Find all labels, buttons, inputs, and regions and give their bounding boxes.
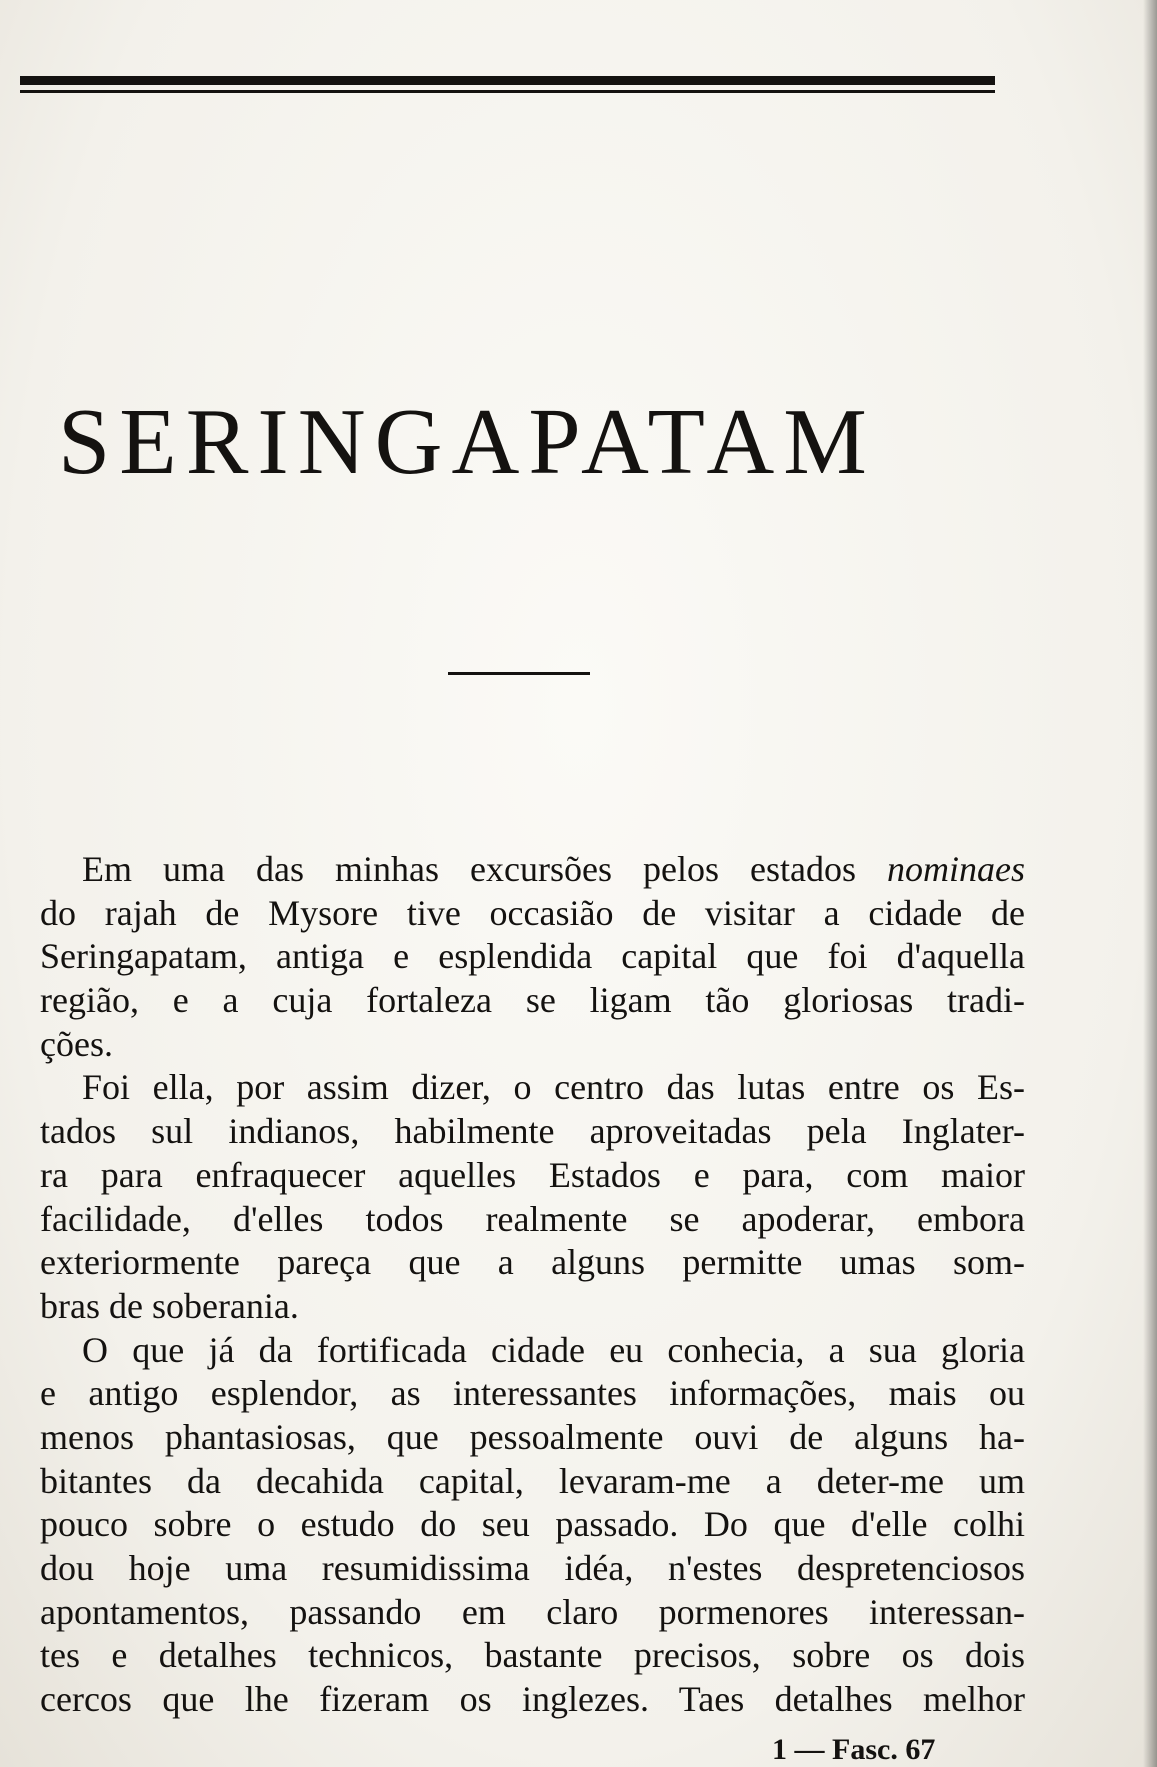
header-rule-thin <box>20 90 995 93</box>
text-line: apontamentos, passando em claro pormenores interessan- <box>40 1591 1025 1632</box>
text-line: e antigo esplendor, as interessantes informações, mais ou <box>40 1373 1025 1414</box>
text-line: do rajah de Mysore tive occasião de visitar a cidade de <box>40 892 1025 933</box>
chapter-title: SERINGAPATAM <box>58 390 876 494</box>
text-line: menos phantasiosas, que pessoalmente ouvi de alguns ha- <box>40 1416 1025 1457</box>
text-line: ções. <box>40 1023 113 1064</box>
paragraph <box>40 848 1025 1066</box>
text-line: bitantes da decahida capital, levaram-me a deter-me um <box>40 1460 1025 1501</box>
text-line: O que já da fortificada cidade eu conhecia, a sua gloria <box>82 1329 1025 1370</box>
text-line: tados sul indianos, habilmente aproveitadas pela Inglater- <box>40 1111 1025 1152</box>
paragraph <box>40 1329 1025 1722</box>
body-text <box>40 848 1025 1722</box>
text-line: região, e a cuja fortaleza se ligam tão gloriosas tradi- <box>40 980 1025 1021</box>
text-line: tes e detalhes technicos, bastante precisos, sobre os dois <box>40 1635 1025 1676</box>
text-line: Foi ella, por assim dizer, o centro das lutas entre os Es- <box>82 1067 1025 1108</box>
text-line: dou hoje uma resumidissima idéa, n'estes despretenciosos <box>40 1548 1025 1588</box>
paragraph <box>40 1066 1025 1328</box>
text-line: exteriormente pareça que a alguns permitte umas som- <box>40 1242 1025 1283</box>
signature-mark: 1 — Fasc. 67 <box>772 1733 936 1766</box>
text-line: cercos que lhe fizeram os inglezes. Taes detalhes melhor <box>40 1679 1025 1720</box>
text-line: ra para enfraquecer aquelles Estados e para, com maior <box>40 1154 1025 1195</box>
text-line: facilidade, d'elles todos realmente se apoderar, embora <box>40 1198 1025 1239</box>
text-line: Em uma das minhas excursões pelos estados nominaes <box>82 849 1025 889</box>
text-line: Seringapatam, antiga e esplendida capital que foi d'aquella <box>40 936 1025 977</box>
text-line: pouco sobre o estudo do seu passado. Do que d'elle colhi <box>40 1504 1025 1545</box>
title-separator-rule <box>448 672 590 675</box>
page-edge-shadow <box>1143 0 1157 1767</box>
text-line: bras de soberania. <box>40 1285 299 1326</box>
header-rule-thick <box>20 76 995 85</box>
